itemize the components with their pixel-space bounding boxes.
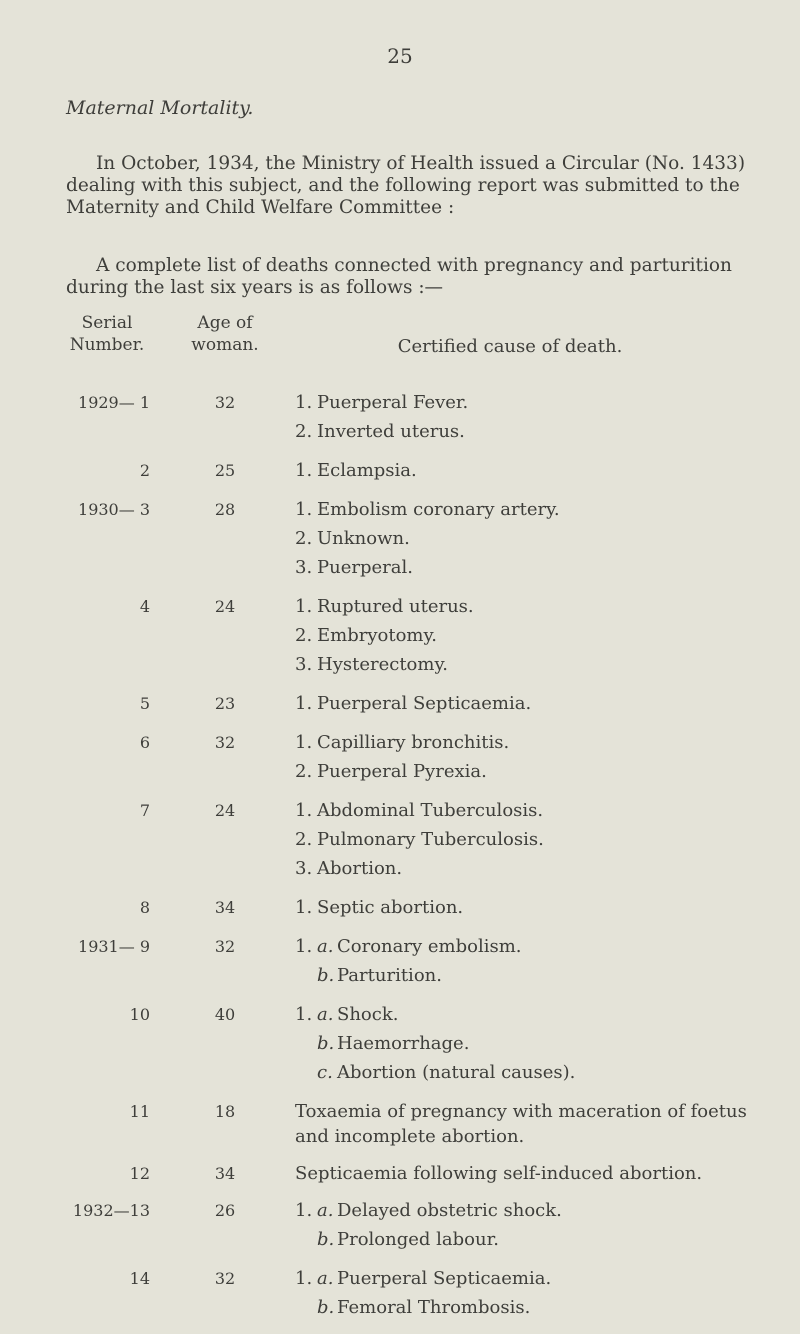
cause-text: Eclampsia. <box>317 460 417 481</box>
header-age-of-woman: Age of woman. <box>191 313 259 355</box>
cause-number: 1. <box>295 392 313 413</box>
table-row <box>0 456 800 485</box>
cause-text: Coronary embolism. <box>337 936 522 957</box>
cause-text: Shock. <box>337 1004 399 1025</box>
serial-number: 6 <box>139 733 150 752</box>
table-row <box>0 689 800 718</box>
cause-text: Puerperal. <box>317 557 413 578</box>
serial-number: 10 <box>129 1005 150 1024</box>
cause-list <box>295 728 765 786</box>
age-of-woman: 40 <box>214 1005 236 1024</box>
table-row <box>0 1196 800 1254</box>
cause-text: Abdominal Tuberculosis. <box>317 800 544 821</box>
table-row <box>0 495 800 582</box>
cause-number: 1. <box>295 732 313 753</box>
age-of-woman: 32 <box>214 393 236 412</box>
serial-number: 8 <box>139 898 150 917</box>
cause-line <box>295 1097 765 1149</box>
cause-text: Abortion. <box>317 858 403 879</box>
age-of-woman: 23 <box>214 694 236 713</box>
cause-line <box>295 1000 765 1029</box>
cause-text: Embolism coronary artery. <box>317 499 560 520</box>
cause-list <box>295 893 765 922</box>
age-of-woman: 24 <box>214 801 236 820</box>
age-of-woman: 32 <box>214 733 236 752</box>
cause-list <box>295 689 765 718</box>
cause-line <box>295 1058 765 1087</box>
cause-line <box>295 825 765 854</box>
cause-number: 2. <box>295 829 313 850</box>
serial-number: 5 <box>139 694 150 713</box>
cause-line <box>295 650 765 679</box>
table-row <box>0 932 800 990</box>
cause-sub-letter: a. <box>317 1268 334 1289</box>
age-of-woman: 24 <box>214 597 236 616</box>
cause-number-spacer <box>295 1029 317 1058</box>
cause-line <box>295 388 765 417</box>
cause-number: 1. <box>295 460 313 481</box>
cause-text: Unknown. <box>317 528 410 549</box>
serial-number: 1930— 3 <box>78 500 150 519</box>
intro-paragraph-text: In October, 1934, the Ministry of Health issued a Circular (No. 1433) dealing with this subject, and the following report was submitted to the Maternity and Child Welfare Committee : <box>66 153 746 218</box>
cause-number-spacer <box>295 1225 317 1254</box>
cause-line <box>295 689 765 718</box>
table-row <box>0 388 800 446</box>
cause-number: 1. <box>295 1200 313 1221</box>
cause-number: 1. <box>295 693 313 714</box>
cause-number: 1. <box>295 800 313 821</box>
list-intro-paragraph-text: A complete list of deaths connected with pregnancy and parturition during the last six years is as follows :— <box>66 255 732 298</box>
cause-list <box>295 456 765 485</box>
cause-line <box>295 757 765 786</box>
cause-line <box>295 417 765 446</box>
serial-number: 7 <box>139 801 150 820</box>
cause-list <box>295 1097 765 1149</box>
cause-list <box>295 1000 765 1087</box>
header-serial-number: Serial Number. <box>69 313 145 355</box>
table-row <box>0 728 800 786</box>
cause-line <box>295 1196 765 1225</box>
cause-text: Puerperal Septicaemia. <box>317 693 532 714</box>
cause-line <box>295 524 765 553</box>
cause-list <box>295 1196 765 1254</box>
table-row <box>0 893 800 922</box>
cause-number: 3. <box>295 557 313 578</box>
table-row <box>0 796 800 883</box>
cause-line <box>295 456 765 485</box>
cause-number: 1. <box>295 897 313 918</box>
cause-line <box>295 961 765 990</box>
cause-list <box>295 592 765 679</box>
cause-list <box>295 1159 765 1186</box>
cause-text: Toxaemia of pregnancy with maceration of foetus and incomplete abortion. <box>295 1101 747 1147</box>
cause-number: 1. <box>295 1268 313 1289</box>
cause-sub-letter: b. <box>317 1033 335 1054</box>
cause-line <box>295 1029 765 1058</box>
serial-number: 14 <box>129 1269 150 1288</box>
cause-number: 1. <box>295 499 313 520</box>
cause-text: Puerperal Pyrexia. <box>317 761 487 782</box>
serial-number: 1929— 1 <box>78 393 150 412</box>
cause-text: Puerperal Septicaemia. <box>337 1268 552 1289</box>
cause-text: Hysterectomy. <box>317 654 448 675</box>
cause-sub-letter: a. <box>317 936 334 957</box>
cause-line <box>295 728 765 757</box>
table-row <box>0 1159 800 1186</box>
serial-number: 12 <box>129 1164 150 1183</box>
cause-text: Inverted uterus. <box>317 421 465 442</box>
cause-text: Puerperal Fever. <box>317 392 469 413</box>
serial-number: 11 <box>129 1102 150 1121</box>
cause-number: 2. <box>295 528 313 549</box>
section-title: Maternal Mortality. <box>66 97 254 119</box>
cause-text: Pulmonary Tuberculosis. <box>317 829 544 850</box>
cause-text: Embryotomy. <box>317 625 437 646</box>
cause-text: Abortion (natural causes). <box>337 1062 576 1083</box>
cause-number: 1. <box>295 936 313 957</box>
cause-line <box>295 621 765 650</box>
table-row <box>0 1000 800 1087</box>
cause-line <box>295 495 765 524</box>
cause-line <box>295 592 765 621</box>
cause-number-spacer <box>295 961 317 990</box>
cause-line <box>295 553 765 582</box>
cause-number: 1. <box>295 1004 313 1025</box>
serial-number: 4 <box>139 597 150 616</box>
serial-number: 1931— 9 <box>78 937 150 956</box>
table-row <box>0 592 800 679</box>
age-of-woman: 26 <box>214 1201 236 1220</box>
age-of-woman: 34 <box>214 898 236 917</box>
cause-number-spacer <box>295 1058 317 1087</box>
cause-sub-letter: a. <box>317 1004 334 1025</box>
cause-sub-letter: a. <box>317 1200 334 1221</box>
age-of-woman: 32 <box>214 1269 236 1288</box>
cause-text: Femoral Thrombosis. <box>337 1297 531 1318</box>
cause-sub-letter: b. <box>317 965 335 986</box>
cause-line <box>295 1293 765 1322</box>
cause-text: Prolonged labour. <box>337 1229 499 1250</box>
cause-text: Ruptured uterus. <box>317 596 474 617</box>
cause-list <box>295 932 765 990</box>
list-intro-paragraph <box>66 255 746 299</box>
cause-sub-letter: b. <box>317 1229 335 1250</box>
cause-sub-letter: b. <box>317 1297 335 1318</box>
cause-line <box>295 932 765 961</box>
cause-line <box>295 1159 765 1186</box>
cause-number-spacer <box>295 1293 317 1322</box>
cause-number: 2. <box>295 421 313 442</box>
age-of-woman: 28 <box>214 500 236 519</box>
cause-text: Parturition. <box>337 965 442 986</box>
cause-number: 1. <box>295 596 313 617</box>
cause-number: 3. <box>295 654 313 675</box>
age-of-woman: 25 <box>214 461 236 480</box>
cause-line <box>295 854 765 883</box>
cause-line <box>295 893 765 922</box>
cause-text: Septic abortion. <box>317 897 464 918</box>
cause-list <box>295 495 765 582</box>
table-row <box>0 1097 800 1149</box>
age-of-woman: 18 <box>214 1102 236 1121</box>
cause-number: 2. <box>295 625 313 646</box>
serial-number: 1932—13 <box>72 1201 150 1220</box>
age-of-woman: 32 <box>214 937 236 956</box>
cause-list <box>295 1264 765 1322</box>
cause-list <box>295 388 765 446</box>
cause-number: 3. <box>295 858 313 879</box>
cause-line <box>295 796 765 825</box>
serial-number: 2 <box>139 461 150 480</box>
intro-paragraph <box>66 153 746 219</box>
deaths-table <box>0 388 800 1332</box>
age-of-woman: 34 <box>214 1164 236 1183</box>
cause-sub-letter: c. <box>317 1062 333 1083</box>
cause-line <box>295 1264 765 1293</box>
cause-text: Capilliary bronchitis. <box>317 732 510 753</box>
cause-text: Delayed obstetric shock. <box>337 1200 562 1221</box>
table-row <box>0 1264 800 1322</box>
cause-text: Haemorrhage. <box>337 1033 470 1054</box>
cause-list <box>295 796 765 883</box>
cause-text: Septicaemia following self-induced abortion. <box>295 1163 703 1184</box>
cause-number: 2. <box>295 761 313 782</box>
header-certified-cause: Certified cause of death. <box>397 336 623 357</box>
cause-line <box>295 1225 765 1254</box>
page-number: 25 <box>387 44 413 68</box>
